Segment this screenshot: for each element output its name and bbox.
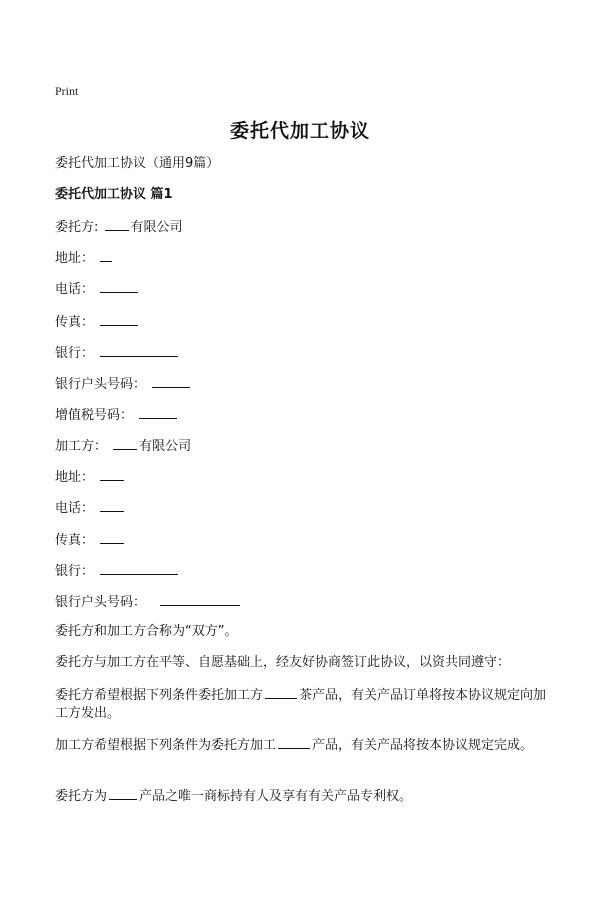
clause-2: [55, 736, 555, 755]
clause-1: [55, 686, 555, 723]
client-vat-line: [55, 406, 179, 424]
clause-3-part-b: 产品之唯一商标持有人及享有有关产品专利权。: [139, 789, 413, 804]
blank-underline: [278, 736, 310, 749]
client-address-line: [55, 249, 114, 267]
client-suffix: 有限公司: [130, 220, 183, 235]
clause-2-part-b: 产品，有关产品将按本协议规定完成。: [312, 738, 534, 753]
blank-underline: [100, 562, 178, 575]
clause-3-part-a: 委托方为: [55, 789, 108, 804]
blank-underline: [265, 686, 297, 699]
blank-underline: [109, 787, 137, 800]
client-account-line: [55, 375, 192, 393]
processor-fax-line: [55, 531, 126, 549]
blank-underline: [100, 344, 178, 357]
clause-2-part-a: 加工方希望根据下列条件为委托方加工: [55, 738, 277, 753]
processor-phone-line: [55, 499, 126, 517]
clause-1-part-a: 委托方希望根据下列条件委托加工方: [55, 688, 264, 703]
address-label: 地址：: [55, 251, 95, 266]
clause-1-part-b: 茶产品，有关产品订单将按本协议规定向加工方发出。: [55, 688, 547, 721]
address-label: 地址：: [55, 470, 95, 485]
blank-underline: [113, 437, 137, 450]
client-phone-line: [55, 280, 140, 298]
blank-underline: [100, 313, 138, 326]
blank-underline: [100, 499, 124, 512]
client-name-line: [55, 218, 183, 236]
processor-suffix: 有限公司: [139, 439, 192, 454]
processor-label: 加工方：: [55, 439, 108, 454]
vat-label: 增值税号码：: [55, 408, 134, 423]
document-subtitle: 委托代加工协议（通用9篇）: [55, 156, 220, 171]
blank-underline: [105, 218, 129, 231]
blank-underline: [139, 406, 177, 419]
processor-bank-line: [55, 562, 180, 580]
blank-underline: [152, 375, 190, 388]
blank-underline: [100, 468, 124, 481]
fax-label: 传真：: [55, 533, 95, 548]
processor-address-line: [55, 468, 126, 486]
processor-name-line: [55, 437, 191, 455]
phone-label: 电话：: [55, 282, 95, 297]
processor-account-line: [55, 593, 242, 611]
parties-definition: 委托方和加工方合称为“双方”。: [55, 624, 238, 639]
account-label: 银行户头号码：: [55, 595, 147, 610]
client-fax-line: [55, 313, 140, 331]
blank-underline: [100, 249, 112, 262]
fax-label: 传真：: [55, 315, 95, 330]
print-link[interactable]: Print: [55, 84, 79, 98]
account-label: 银行户头号码：: [55, 377, 147, 392]
phone-label: 电话：: [55, 501, 95, 516]
document-title: 委托代加工协议: [229, 120, 370, 142]
client-bank-line: [55, 344, 180, 362]
agreement-preamble: 委托方与加工方在平等、自愿基础上，经友好协商签订此协议，以资共同遵守：: [55, 655, 511, 670]
blank-underline: [100, 531, 124, 544]
bank-label: 银行：: [55, 564, 95, 579]
bank-label: 银行：: [55, 346, 95, 361]
blank-underline: [100, 280, 138, 293]
client-label: 委托方:: [55, 220, 99, 235]
clause-3: [55, 787, 412, 805]
section-heading: 委托代加工协议 篇1: [55, 187, 173, 202]
blank-underline: [160, 593, 240, 606]
